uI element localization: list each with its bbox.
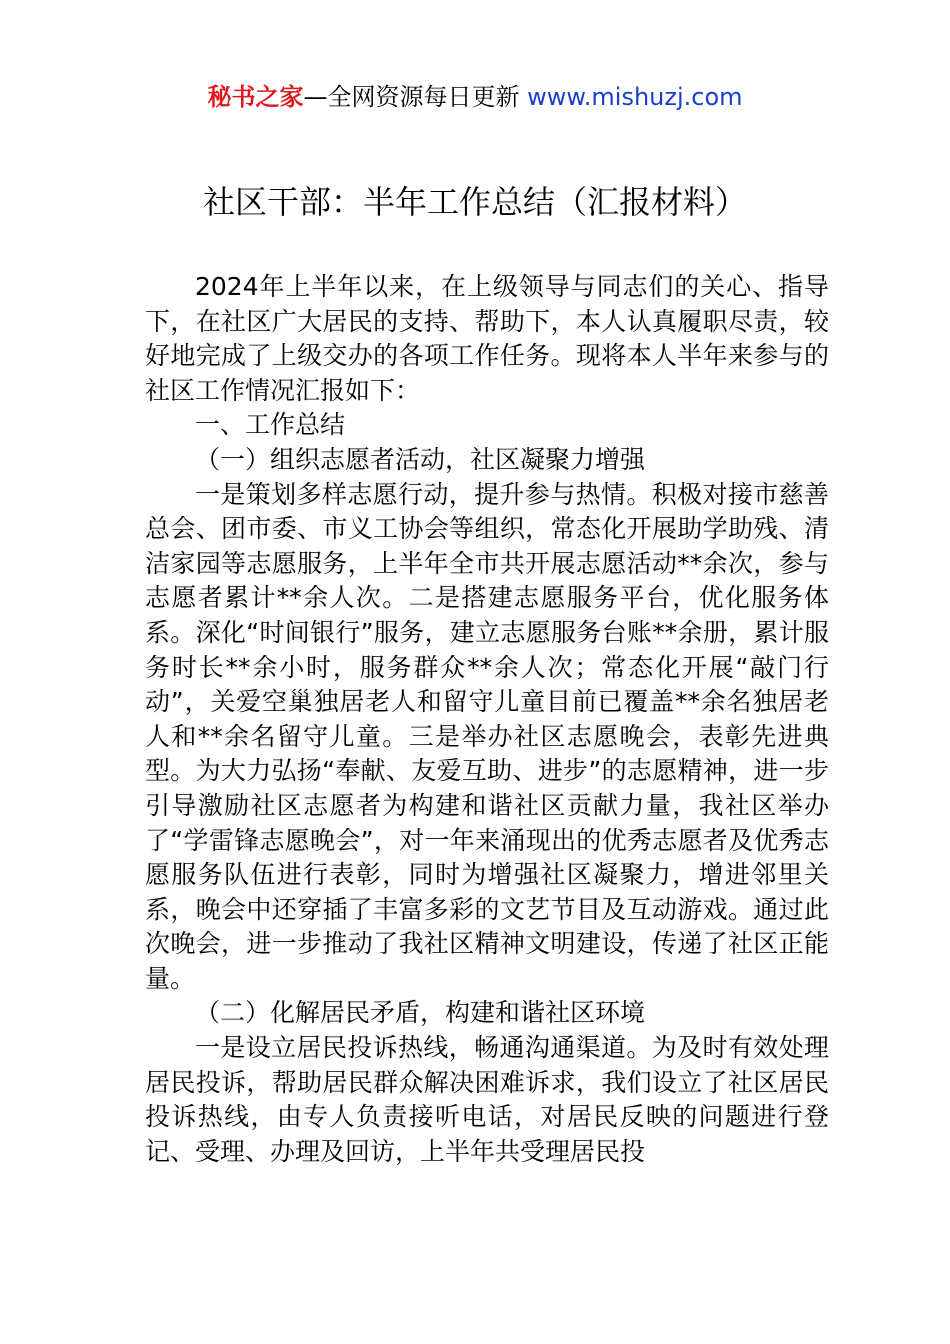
site-header <box>0 80 950 114</box>
document-body <box>145 270 829 1169</box>
body-paragraph: 一是策划多样志愿行动，提升参与热情。积极对接市慈善总会、团市委、市义工协会等组织，常态化开展助学助残、清洁家园等志愿服务，上半年全市共开展志愿活动**余次，参与志愿者累计**余人次。二是搭建志愿服务平台，优化服务体系。深化“时间银行”服务，建立志愿服务台账**余册，累计服务时长**余小时，服务群众**余人次；常态化开展“敲门行动”，关爱空巢独居老人和留守儿童目前已覆盖**余名独居老人和**余名留守儿童。三是举办社区志愿晚会，表彰先进典型。为大力弘扬“奉献、友爱互助、进步”的志愿精神，进一步引导激励社区志愿者为构建和谐社区贡献力量，我社区举办了“学雷锋志愿晚会”，对一年来涌现出的优秀志愿者及优秀志愿服务队伍进行表彰，同时为增强社区凝聚力，增进邻里关系，晚会中还穿插了丰富多彩的文艺节目及互动游戏。通过此次晚会，进一步推动了我社区精神文明建设，传递了社区正能量。 <box>145 479 829 993</box>
site-tagline: —全网资源每日更新 <box>303 83 528 111</box>
document-title: 社区干部：半年工作总结（汇报材料） <box>202 183 747 221</box>
intro-paragraph: 2024年上半年以来，在上级领导与同志们的关心、指导下，在社区广大居民的支持、帮助下，本人认真履职尽责，较好地完成了上级交办的各项工作任务。现将本人半年来参与的社区工作情况汇报如下： <box>145 272 829 405</box>
subsection-heading: （一）组织志愿者活动，社区凝聚力增强 <box>195 444 646 474</box>
body-paragraph: 一是设立居民投诉热线，畅通沟通渠道。为及时有效处理居民投诉，帮助居民群众解决困难诉求，我们设立了社区居民投诉热线，由专人负责接听电话，对居民反映的问题进行登记、受理、办理及回访，上半年共受理居民投 <box>145 1033 829 1166</box>
section-heading: 一、工作总结 <box>195 410 346 440</box>
site-url-link[interactable]: www.mishuzj.com <box>527 83 743 111</box>
site-brand: 秘书之家 <box>207 83 304 111</box>
subsection-heading: （二）化解居民矛盾，构建和谐社区环境 <box>195 998 646 1028</box>
